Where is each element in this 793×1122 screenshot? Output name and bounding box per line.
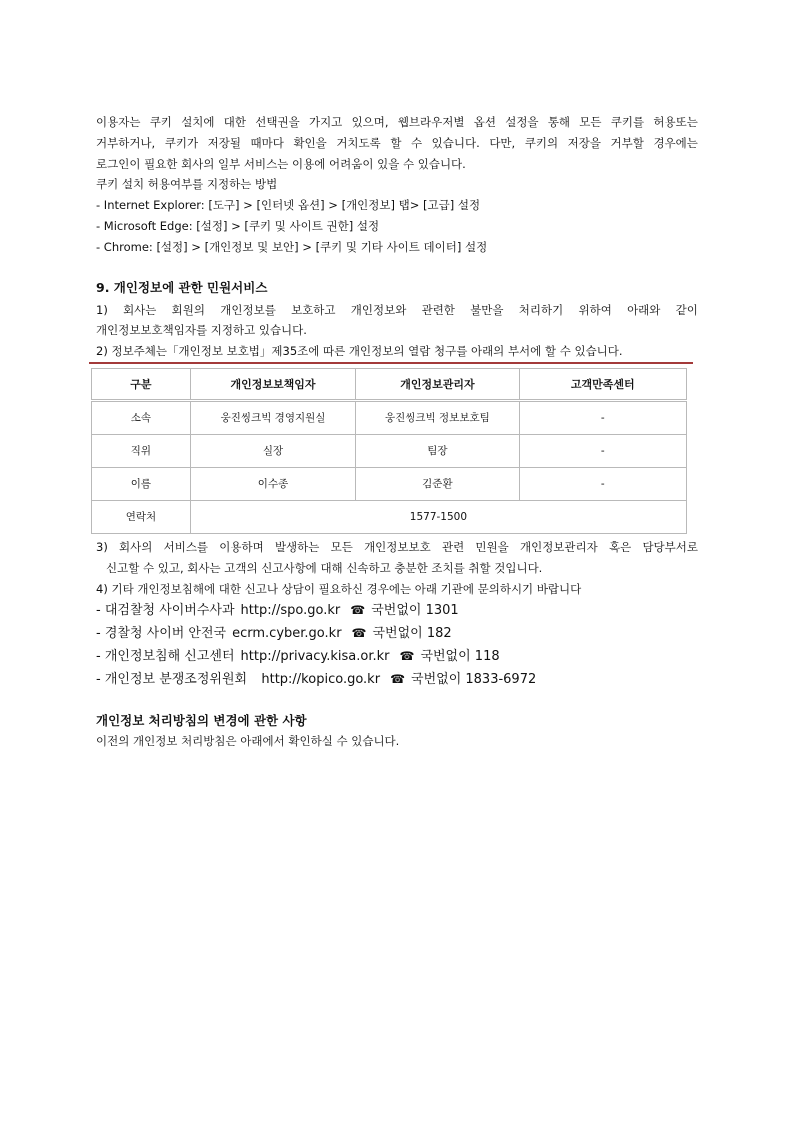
- section-9-item-3-line-2: 신고할 수 있고, 회사는 고객의 신고사항에 대해 신속하고 충분한 조치를 취할 것입니다.: [106, 560, 543, 575]
- section-9-item-1-line-1: 1) 회사는 회원의 개인정보를 보호하고 개인정보와 관련한 불만을 처리하기 위하여 아래와 같이: [96, 302, 698, 317]
- table-cell: -: [519, 400, 686, 434]
- section-9-item-4: 4) 기타 개인정보침해에 대한 신고나 상담이 필요하신 경우에는 아래 기관에 문의하시기 바랍니다: [96, 581, 582, 596]
- section-9-heading: 9. 개인정보에 관한 민원서비스: [96, 279, 268, 295]
- table-cell: 소속: [92, 400, 191, 434]
- table-cell: 김준환: [356, 467, 519, 500]
- table-row: [92, 434, 687, 467]
- table-header-row: [92, 368, 687, 400]
- changes-text: 이전의 개인정보 처리방침은 아래에서 확인하실 수 있습니다.: [96, 734, 400, 749]
- table-cell: 이수종: [190, 467, 355, 500]
- table-cell: -: [519, 434, 686, 467]
- browser-instruction-ie: - Internet Explorer: [도구] > [인터넷 옵션] > [개인정보] 탭> [고급] 설정: [96, 198, 481, 213]
- table-cell: 이름: [92, 467, 191, 500]
- document-page: [96, 112, 698, 752]
- table-cell: 실장: [190, 434, 355, 467]
- table-row: [92, 467, 687, 500]
- table-header-cell: 구분: [92, 368, 191, 400]
- agency-url[interactable]: ecrm.cyber.go.kr: [232, 626, 342, 642]
- changes-heading: 개인정보 처리방침의 변경에 관한 사항: [96, 713, 307, 729]
- telephone-icon: ☎: [390, 672, 406, 687]
- table-cell: -: [519, 467, 686, 500]
- telephone-icon: ☎: [399, 649, 415, 664]
- table-header-cell: 개인정보보책임자: [190, 368, 355, 400]
- section-9-item-2: 2) 정보주체는「개인정보 보호법」제35조에 따른 개인정보의 열람 청구를 아래의 부서에 할 수 있습니다.: [89, 341, 693, 364]
- browser-instruction-edge: - Microsoft Edge: [설정] > [쿠키 및 사이트 권한] 설정: [96, 218, 380, 233]
- cookie-setting-method: 쿠키 설치 허용여부를 지정하는 방법: [96, 177, 278, 192]
- agency-url[interactable]: http://kopico.go.kr: [253, 672, 381, 688]
- privacy-officer-table: [91, 368, 687, 534]
- section-9-item-1-line-2: 개인정보보호책임자를 지정하고 있습니다.: [96, 323, 307, 338]
- table-cell: 팀장: [356, 434, 519, 467]
- browser-instruction-chrome: - Chrome: [설정] > [개인정보 및 보안] > [쿠키 및 기타 사이트 데이터] 설정: [96, 239, 488, 254]
- table-cell: 직위: [92, 434, 191, 467]
- cookie-paragraph-line-3: 로그인이 필요한 회사의 일부 서비스는 이용에 어려움이 있을 수 있습니다.: [96, 156, 466, 171]
- agency-item: - 개인정보침해 신고센터 http://privacy.kisa.or.kr ☎ 국번없이 118: [96, 645, 698, 668]
- telephone-icon: ☎: [351, 626, 367, 641]
- table-row: [92, 500, 687, 533]
- agency-item: - 대검찰청 사이버수사과 http://spo.go.kr ☎ 국번없이 1301: [96, 599, 698, 622]
- agency-url[interactable]: http://privacy.kisa.or.kr: [240, 649, 390, 665]
- telephone-icon: ☎: [350, 603, 366, 618]
- table-cell: 연락처: [92, 500, 191, 533]
- table-header-cell: 고객만족센터: [519, 368, 686, 400]
- agency-url[interactable]: http://spo.go.kr: [240, 603, 341, 619]
- cookie-paragraph-line-2: 거부하거나, 쿠키가 저장될 때마다 확인을 거치도록 할 수 있습니다. 다만, 쿠키의 저장을 거부할 경우에는: [96, 135, 698, 150]
- agency-item: - 경찰청 사이버 안전국 ecrm.cyber.go.kr ☎ 국번없이 182: [96, 622, 698, 645]
- agency-item: - 개인정보 분쟁조정위원회 http://kopico.go.kr ☎ 국번없이 1833-6972: [96, 668, 698, 691]
- cookie-paragraph-line-1: 이용자는 쿠키 설치에 대한 선택권을 가지고 있으며, 웹브라우저별 옵션 설정을 통해 모든 쿠키를 허용또는: [96, 115, 698, 129]
- table-cell: 1577-1500: [190, 500, 686, 533]
- table-row: [92, 400, 687, 434]
- table-cell: 웅진씽크빅 정보보호팀: [356, 400, 519, 434]
- table-cell: 웅진씽크빅 경영지원실: [190, 400, 355, 434]
- table-header-cell: 개인정보관리자: [356, 368, 519, 400]
- section-9-item-3-line-1: 3) 회사의 서비스를 이용하며 발생하는 모든 개인정보보호 관련 민원을 개인정보관리자 혹은 담당부서로: [96, 539, 698, 554]
